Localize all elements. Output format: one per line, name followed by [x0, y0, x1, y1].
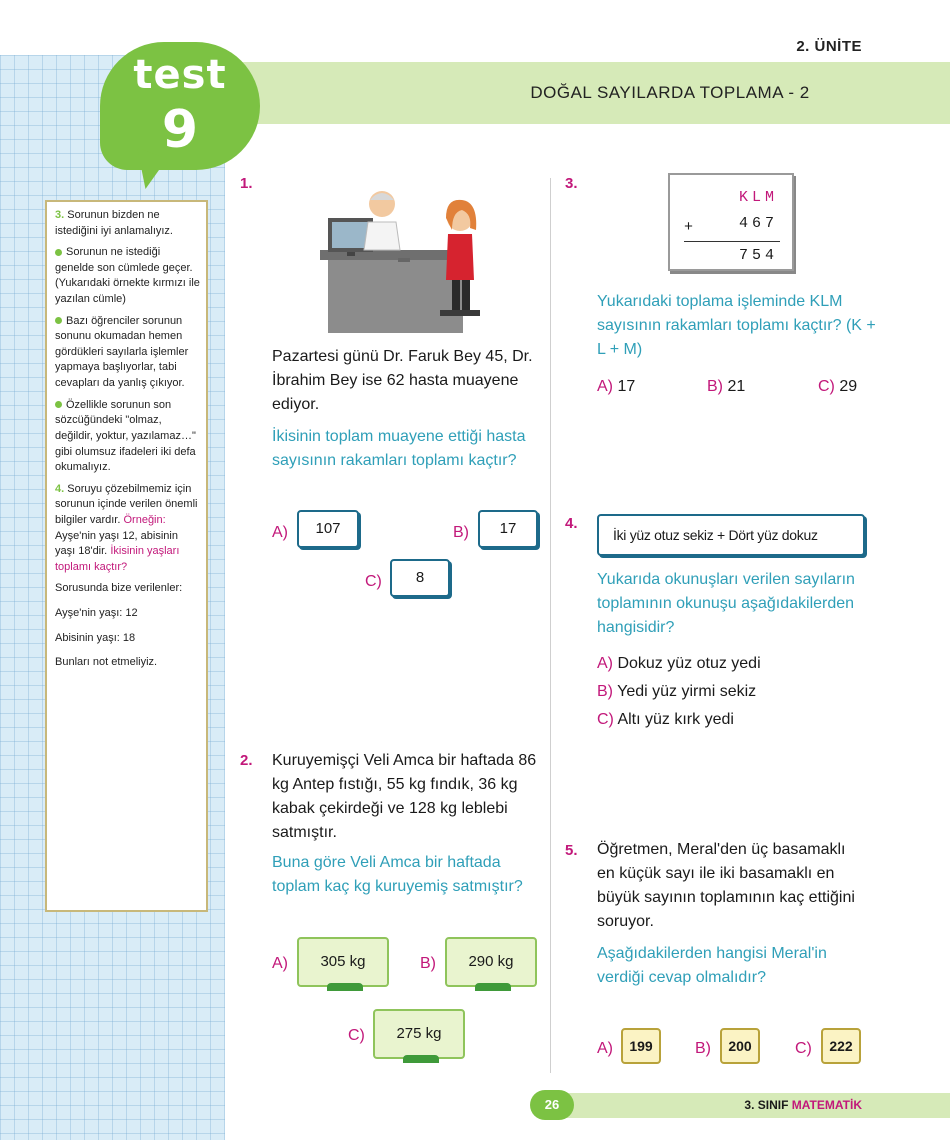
number-reading-box: İki yüz otuz sekiz + Dört yüz dokuz: [597, 514, 865, 556]
tip-number: 3.: [55, 209, 65, 221]
doctor-patient-illustration: [320, 188, 500, 338]
answer-option-c[interactable]: 8: [390, 559, 450, 597]
answer-option-c[interactable]: [373, 1009, 465, 1059]
footer-label: [744, 1098, 862, 1112]
answer-option-a[interactable]: [297, 937, 389, 987]
addend-467: 467: [738, 215, 778, 232]
option-value: 305 kg: [320, 953, 366, 970]
answer-option-b[interactable]: 17: [478, 510, 538, 548]
answer-option-a[interactable]: A) Dokuz yüz otuz yedi: [597, 655, 761, 672]
footer-subject: MATEMATİK: [791, 1098, 862, 1112]
option-letter: B): [420, 955, 436, 972]
tip-text: Sorunun bizden ne istediğini iyi anlamalıyız.: [55, 209, 173, 237]
question-prompt: Aşağıdakilerden hangisi Meral'in verdiği cevap olmalıdır?: [597, 945, 827, 986]
bullet-icon: [55, 317, 62, 324]
column-divider: [550, 178, 551, 1073]
answer-option-a[interactable]: 199: [621, 1028, 661, 1064]
question-prompt: Yukarıda okunuşları verilen sayıların toplamının okunuşu aşağıdakilerden hangisidir?: [597, 571, 855, 636]
question-number: 3.: [565, 175, 578, 192]
given-intro: Sorusunda bize verilenler:: [55, 582, 183, 595]
answer-option-c[interactable]: 222: [821, 1028, 861, 1064]
question-text: Öğretmen, Meral'den üç basamaklı en küçük sayı ile iki basamaklı en büyük sayının toplamının kaç ettiğini soruyor.: [597, 841, 855, 930]
option-letter: B): [453, 524, 469, 541]
answer-option-b[interactable]: B) 21: [707, 378, 746, 395]
option-letter: C): [365, 573, 382, 590]
sum-result: 754: [738, 247, 778, 264]
option-letter: C): [348, 1027, 365, 1044]
page-title: DOĞAL SAYILARDA TOPLAMA - 2: [530, 83, 810, 102]
tip-text: Bazı öğrenciler sorunun sonunu okumadan hemen gördükleri sayılarla işlemler yapmaya başlıyorlar, tabi cevapları da yanlış çıkıyor.: [55, 314, 189, 390]
answer-option-a[interactable]: A) 17: [597, 378, 636, 395]
answer-option-c[interactable]: C) 29: [818, 378, 858, 395]
example-label: Örneğin:: [123, 513, 166, 526]
bullet-icon: [55, 249, 62, 256]
sum-line: [684, 241, 780, 242]
option-value: 275 kg: [396, 1025, 442, 1042]
option-letter: A): [597, 1040, 613, 1057]
box-tab: [475, 983, 511, 991]
question-number: 1.: [240, 175, 253, 192]
answer-option-b[interactable]: B) Yedi yüz yirmi sekiz: [597, 683, 757, 700]
question-number: 4.: [565, 515, 578, 532]
tip-text: Sorunun ne istediği genelde son cümlede geçer. (Yukarıdaki örnekte kırmızı ile yazılan cümle): [55, 246, 200, 306]
tip-note: Bunları not etmeliyiz.: [55, 656, 158, 669]
unit-label: 2. ÜNİTE: [796, 38, 862, 55]
option-letter: A): [272, 524, 288, 541]
example-text: Ayşe'nin yaşı 12, abisinin yaşı 18'dir.: [55, 529, 178, 558]
box-tab: [403, 1055, 439, 1063]
question-number: 2.: [240, 752, 253, 769]
bullet-icon: [55, 401, 62, 408]
header-band: [150, 62, 950, 124]
example-question: İkisinin yaşları toplamı kaçtır?: [55, 545, 180, 573]
option-value: 290 kg: [468, 953, 514, 970]
tip-text: Özellikle sorunun son sözcüğündeki "olmaz, değildir, yoktur, yazılamaz…" gibi olumsuz ifadeleri iki defa okumalıyız.: [55, 398, 196, 474]
option-letter: C): [795, 1040, 812, 1057]
answer-option-b[interactable]: [445, 937, 537, 987]
answer-option-a[interactable]: 107: [297, 510, 359, 548]
option-letter: B): [695, 1040, 711, 1057]
answer-option-b[interactable]: 200: [720, 1028, 760, 1064]
test-badge: [100, 42, 260, 170]
option-letter: A): [272, 955, 288, 972]
plus-sign: +: [684, 219, 694, 236]
addition-card: [668, 173, 794, 271]
question-number: 5.: [565, 842, 578, 859]
question-prompt: Buna göre Veli Amca bir haftada toplam kaç kg kuruyemiş satmıştır?: [272, 854, 523, 895]
addend-klm: KLM: [738, 189, 778, 206]
given-item: Abisinin yaşı: 18: [55, 631, 136, 644]
test-number: 9: [161, 100, 199, 160]
answer-option-c[interactable]: C) Altı yüz kırk yedi: [597, 711, 734, 728]
given-item: Ayşe'nin yaşı: 12: [55, 607, 138, 620]
page-number: 26: [530, 1090, 574, 1120]
footer-grade: 3. SINIF: [744, 1098, 789, 1112]
test-word: test: [133, 52, 227, 98]
question-prompt: Yukarıdaki toplama işleminde KLM sayısının rakamları toplamı kaçtır? (K + L + M): [597, 293, 876, 358]
question-prompt: İkisinin toplam muayene ettiği hasta sayısının rakamları toplamı kaçtır?: [272, 428, 526, 469]
tip-text: Soruyu çözebilmemiz için sorunun içinde verilen önemli bilgiler vardır.: [55, 482, 198, 526]
tips-box: [45, 200, 208, 912]
question-text: Kuruyemişçi Veli Amca bir haftada 86 kg Antep fıstığı, 55 kg fındık, 36 kg kabak çekirdeği ve 128 kg leblebi satmıştır.: [272, 752, 537, 841]
box-tab: [327, 983, 363, 991]
tip-number: 4.: [55, 482, 65, 495]
question-text: Pazartesi günü Dr. Faruk Bey 45, Dr. İbrahim Bey ise 62 hasta muayene ediyor.: [272, 348, 533, 413]
